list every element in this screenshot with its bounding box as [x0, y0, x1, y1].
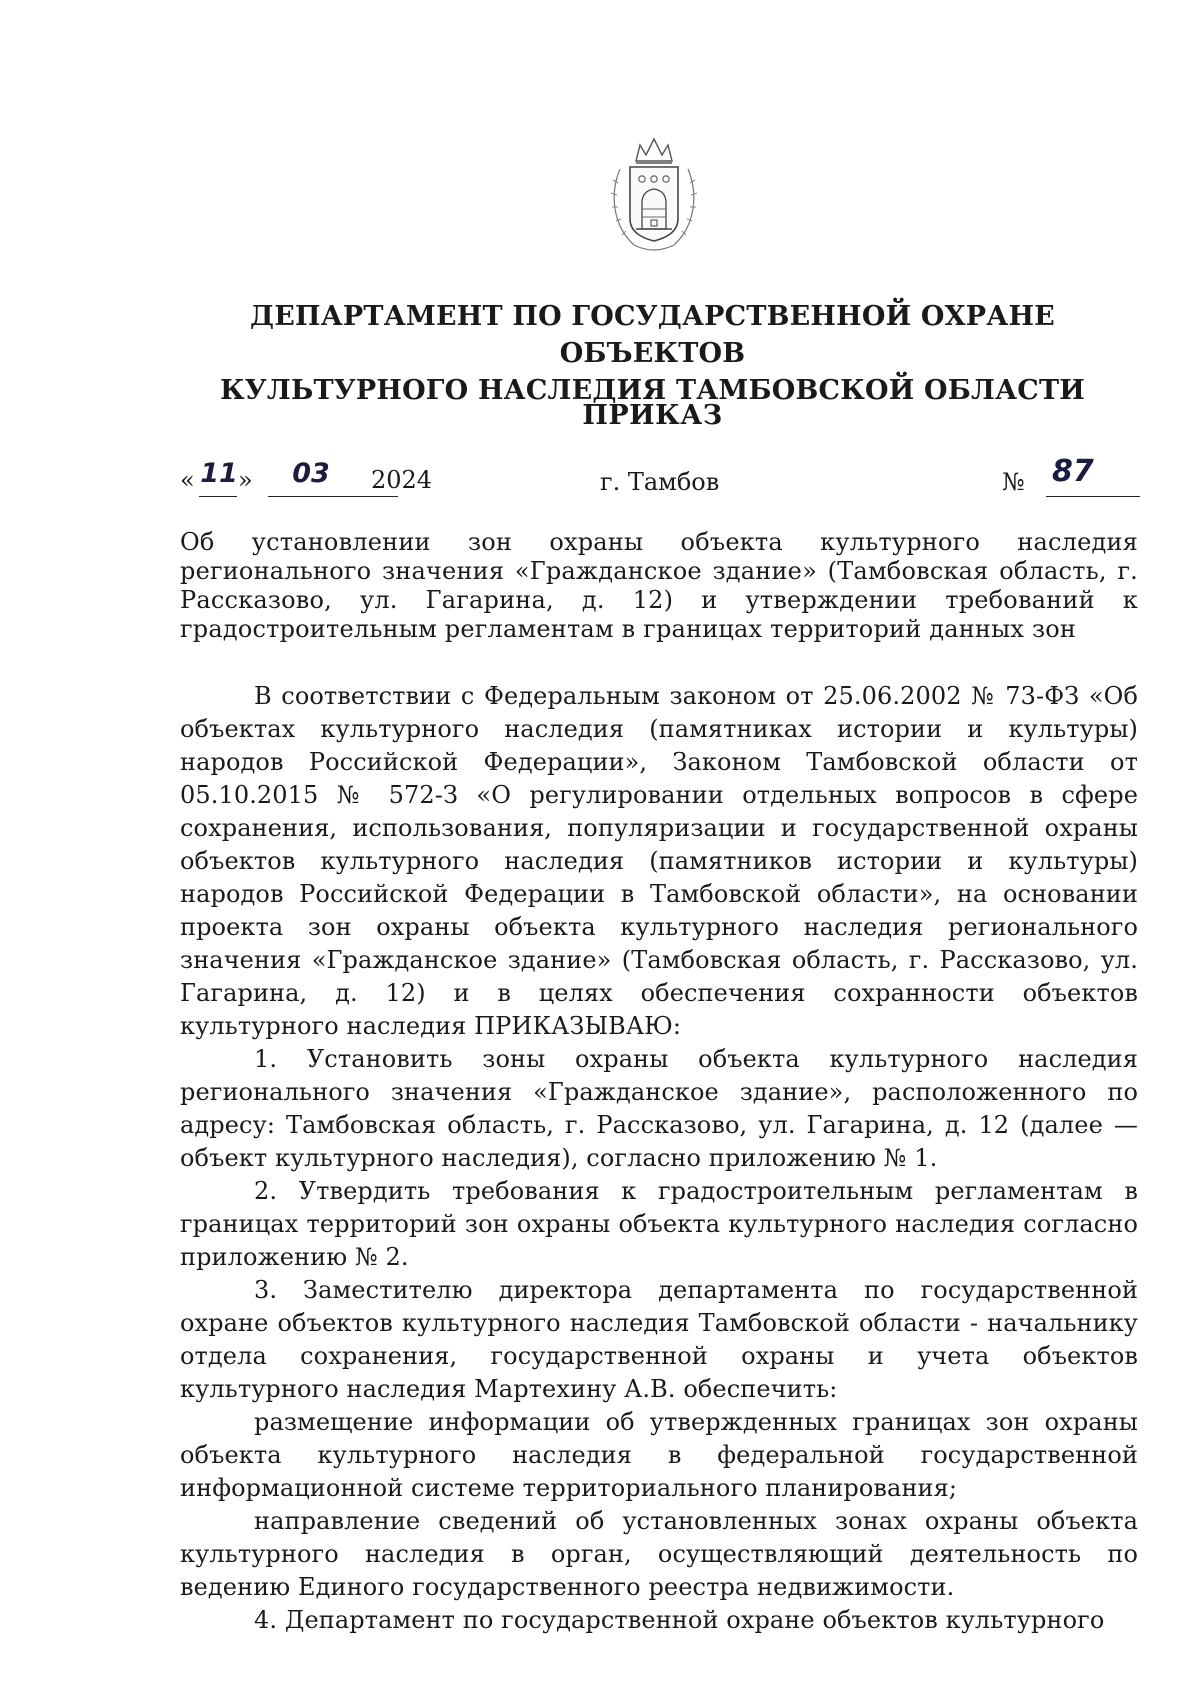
clause-1-paragraph: 1. Установить зоны охраны объекта культурного наследия регионального значения «Гражданское здание», расположенного по адресу: Тамбовская область, г. Рассказово, ул. Гагарина, д. 12 (далее — объект культурного наследия), согласно приложению № 1.	[180, 1045, 1138, 1172]
order-number-handwritten: 87	[1052, 454, 1094, 489]
order-subject: Об установлении зон охраны объекта культурного наследия регионального значения «Гражданское здание» (Тамбовская область, г. Рассказово, ул. Гагарина, д. 12) и утверждении требований к градостроительным регламентам в границах территорий данных зон	[180, 528, 1138, 643]
preamble-paragraph: В соответствии с Федеральным законом от 25.06.2002 № 73-ФЗ «Об объектах культурного наследия (памятниках истории и культуры) народов Российской Федерации», Законом Тамбовской области от 05.10.2015 № 572-З «О регулировании отдельных вопросов в сфере сохранения, использования, популяризации и государственной охраны объектов культурного наследия (памятников истории и культуры) народов Российской Федерации в Тамбовской области», на основании проекта зон охраны объекта культурного наследия регионального значения «Гражданское здание» (Тамбовская область, г. Рассказово, ул. Гагарина, д. 12) и в целях обеспечения сохранности объектов культурного наследия ПРИКАЗЫВАЮ:	[180, 682, 1138, 1040]
city-name: г. Тамбов	[600, 468, 720, 496]
clause-3-item-1-paragraph: размещение информации об утвержденных границах зон охраны объекта культурного наследия в федеральной государственной информационной системе территориального планирования;	[180, 1408, 1138, 1502]
number-sign: №	[1002, 468, 1025, 496]
month-underline	[268, 496, 398, 497]
clause-4-paragraph: 4. Департамент по государственной охране объектов культурного	[254, 1606, 1105, 1634]
day-underline	[199, 496, 237, 497]
number-underline	[1046, 496, 1140, 497]
document-type-title: ПРИКАЗ	[582, 400, 723, 431]
department-name	[160, 298, 1145, 409]
department-line-2: КУЛЬТУРНОГО НАСЛЕДИЯ ТАМБОВСКОЙ ОБЛАСТИ	[220, 375, 1085, 406]
coat-of-arms-icon	[606, 133, 702, 259]
department-line-1: ДЕПАРТАМЕНТ ПО ГОСУДАРСТВЕННОЙ ОХРАНЕ ОБЪЕКТОВ	[250, 301, 1055, 369]
date-quote-open: «	[180, 466, 195, 494]
clause-3-item-2-paragraph: направление сведений об установленных зонах охраны объекта культурного наследия в орган, осуществляющий деятельность по ведению Единого государственного реестра недвижимости.	[180, 1507, 1138, 1601]
date-year: 2024	[371, 466, 433, 494]
date-quote-close: »	[238, 466, 253, 494]
date-month-handwritten: 03	[292, 458, 330, 489]
date-number-line	[180, 454, 1140, 508]
clause-2-paragraph: 2. Утвердить требования к градостроительным регламентам в границах территорий зон охраны объекта культурного наследия согласно приложению № 2.	[180, 1177, 1138, 1271]
clause-3-paragraph: 3. Заместителю директора департамента по государственной охране объектов культурного наследия Тамбовской области - начальнику отдела сохранения, государственной охраны и учета объектов культурного наследия Мартехину А.В. обеспечить:	[180, 1276, 1138, 1403]
date-day-handwritten: 11	[200, 458, 238, 489]
order-body	[180, 680, 1138, 1637]
